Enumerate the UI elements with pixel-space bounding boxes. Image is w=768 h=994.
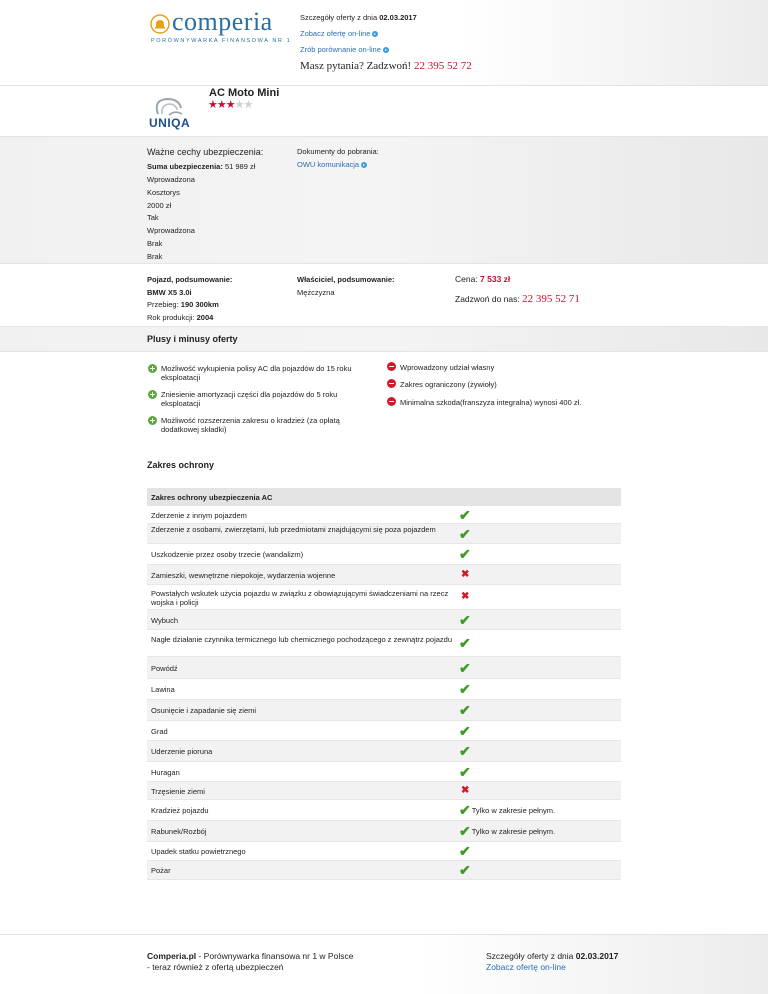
make-comparison-link[interactable]: Zrób porównanie on-line <box>300 45 389 54</box>
offer-date: 02.03.2017 <box>379 13 417 22</box>
coverage-item-label: Lawina <box>151 685 175 694</box>
coverage-item-label: Powódź <box>151 663 178 673</box>
plus-icon <box>148 416 157 425</box>
plus-icon <box>148 364 157 373</box>
coverage-item-label: Powstałych wskutek użycia pojazdu w związku z obowiązującymi świadczeniami na rzecz wojska i policji <box>151 588 449 607</box>
footer-brand-line: Comperia.pl - Porównywarka finansowa nr 1 w Polsce <box>147 951 354 961</box>
owner-gender: Mężczyzna <box>297 288 335 297</box>
features-heading: Ważne cechy ubezpieczenia: <box>147 147 264 157</box>
coverage-item-label: Zamieszki, wewnętrzne niepokoje, wydarzenia wojenne <box>151 570 336 580</box>
table-row <box>147 585 621 610</box>
footer-offer-details: Szczegóły oferty z dnia 02.03.2017 <box>486 951 619 961</box>
product-name: AC Moto Mini <box>209 87 280 99</box>
coverage-item-label: Huragan <box>151 767 180 777</box>
coverage-item-label: Rabunek/Rozbój <box>151 827 207 836</box>
cross-icon: ✖ <box>461 784 470 796</box>
star-icon: ★ <box>208 99 217 111</box>
coverage-note: Tylko w zakresie pełnym. <box>471 826 556 836</box>
owner-heading: Właściciel, podsumowanie: <box>297 275 395 284</box>
check-icon: ✔ <box>459 659 471 676</box>
feature-value: Brak <box>147 251 163 261</box>
coverage-item-label: Pożar <box>151 866 171 875</box>
table-row <box>147 821 621 842</box>
check-icon: ✔ <box>459 525 471 542</box>
star-icon: ★ <box>234 99 244 111</box>
uniqa-emblem-icon <box>149 96 189 118</box>
check-icon: ✔ <box>459 681 471 697</box>
footer-see-offer-link[interactable]: Zobacz ofertę on-line <box>486 962 566 972</box>
coverage-note: Tylko w zakresie pełnym. <box>471 805 556 815</box>
brand-tagline: PORÓWNYWARKA FINANSOWA NR 1 <box>151 38 292 44</box>
table-row <box>147 861 621 880</box>
minus-icon <box>387 362 396 371</box>
rating-stars <box>208 98 252 111</box>
header-phone[interactable]: 22 395 52 72 <box>413 60 472 72</box>
table-row <box>147 506 621 524</box>
table-row <box>147 679 621 700</box>
coverage-item-label: Uszkodzenie przez osoby trzecie (wandalizm) <box>151 550 304 559</box>
feature-value: Wprowadzona <box>147 226 195 236</box>
coverage-table-header: Zakres ochrony ubezpieczenia AC <box>147 488 621 506</box>
star-icon: ★ <box>225 99 235 111</box>
feature-value: Kosztorys <box>147 187 180 197</box>
check-icon: ✔ <box>459 722 471 739</box>
check-icon: ✔ <box>459 823 471 839</box>
table-row <box>147 741 621 762</box>
check-icon: ✔ <box>459 843 471 859</box>
price-value: 7 533 zł <box>480 274 511 284</box>
con-item: Minimalna szkoda(franszyza integralna) wynosi 400 zł. <box>386 397 626 407</box>
check-icon: ✔ <box>459 702 471 718</box>
check-icon: ✔ <box>459 506 471 523</box>
coverage-item-label: Wybuch <box>151 615 179 625</box>
vehicle-mileage: Przebieg: 190 300km <box>147 300 219 309</box>
vehicle-year: Rok produkcji: 2004 <box>147 313 214 322</box>
minus-icon <box>387 397 396 406</box>
table-row <box>147 782 621 800</box>
coverage-item-label: Trzęsienie ziemi <box>151 786 205 796</box>
con-item: Zakres ograniczony (żywioły) <box>386 379 626 389</box>
footer-subline: - teraz również z ofertą ubezpieczeń <box>147 962 284 972</box>
pro-item: Zniesienie amortyzacji części dla pojazdów do 5 roku eksploatacji <box>147 390 377 400</box>
check-icon: ✔ <box>459 802 471 818</box>
feature-value: Tak <box>147 213 159 223</box>
coverage-heading: Zakres ochrony <box>147 460 215 470</box>
coverage-item-label: Zderzenie z osobami, zwierzętami, lub przedmiotami znajdującymi się poza pojazdem <box>151 525 436 534</box>
comperia-logo <box>150 7 292 50</box>
brand-name: comperia <box>172 7 273 36</box>
owu-document-link[interactable]: OWU komunikacja <box>297 160 367 169</box>
pro-item: Możliwość wykupienia polisy AC dla pojazdów do 15 roku eksploatacji <box>147 364 377 374</box>
table-row <box>147 544 621 565</box>
vehicle-heading: Pojazd, podsumowanie: <box>147 275 233 284</box>
table-row <box>147 630 621 657</box>
check-icon: ✔ <box>459 743 471 759</box>
call-us: Zadzwoń do nas: 22 395 52 71 <box>455 293 580 305</box>
star-icon: ★ <box>243 99 253 111</box>
pros-cons-heading: Plusy i minusy oferty <box>147 334 238 344</box>
arrow-circle-icon <box>383 47 389 53</box>
offer-details-line: Szczegóły oferty z dnia 02.03.2017 <box>300 13 417 22</box>
feature-value: 2000 zł <box>147 200 172 210</box>
arrow-circle-icon <box>372 31 378 37</box>
check-icon: ✔ <box>459 862 471 878</box>
coverage-item-label: Kradzież pojazdu <box>151 806 209 815</box>
feature-value: Wprowadzona <box>147 175 195 184</box>
pros-cons-header-band <box>0 326 768 352</box>
table-row <box>147 721 621 741</box>
contact-line: Masz pytania? Zadzwoń! 22 395 52 72 <box>300 60 472 72</box>
table-row <box>147 524 621 544</box>
call-phone[interactable]: 22 395 52 71 <box>522 293 580 305</box>
table-row <box>147 800 621 821</box>
table-row <box>147 565 621 585</box>
table-row <box>147 700 621 721</box>
vehicle-model: BMW X5 3.0i <box>147 288 192 297</box>
coverage-item-label: Upadek statku powietrznego <box>151 847 246 856</box>
comperia-bell-icon <box>150 14 170 34</box>
check-icon: ✔ <box>459 763 471 780</box>
coverage-item-label: Osunięcie i zapadanie się ziemi <box>151 706 257 715</box>
con-item: Wprowadzony udział własny <box>386 362 626 372</box>
table-row <box>147 657 621 679</box>
arrow-circle-icon <box>361 162 367 168</box>
see-offer-online-link[interactable]: Zobacz ofertę on-line <box>300 29 378 38</box>
pro-item: Możliwość rozszerzenia zakresu o kradzież (za opłatą dodatkowej składki) <box>147 416 377 426</box>
check-icon: ✔ <box>459 611 471 628</box>
sum-insured: Suma ubezpieczenia: 51 989 zł <box>147 162 256 171</box>
cross-icon: ✖ <box>461 568 470 580</box>
star-icon: ★ <box>216 99 226 111</box>
check-icon: ✔ <box>459 546 471 562</box>
price: Cena: 7 533 zł <box>455 274 511 284</box>
cross-icon: ✖ <box>461 591 470 602</box>
table-row <box>147 610 621 630</box>
coverage-item-label: Nagłe działanie czynnika termicznego lub chemicznego pochodzącego z zewnątrz pojazdu <box>151 634 453 644</box>
check-icon: ✔ <box>459 635 471 651</box>
coverage-item-label: Uderzenie pioruna <box>151 747 213 756</box>
features-section <box>0 136 768 264</box>
table-row <box>147 762 621 782</box>
documents-heading: Dokumenty do pobrania: <box>297 147 379 156</box>
plus-icon <box>148 390 157 399</box>
page-footer <box>0 934 768 994</box>
coverage-item-label: Grad <box>151 726 168 736</box>
table-row <box>147 842 621 861</box>
coverage-item-label: Zderzenie z innym pojazdem <box>151 510 247 520</box>
uniqa-logo-text: UNIQA <box>149 116 191 130</box>
minus-icon <box>387 379 396 388</box>
feature-value: Brak <box>147 239 163 248</box>
uniqa-logo <box>149 96 189 130</box>
